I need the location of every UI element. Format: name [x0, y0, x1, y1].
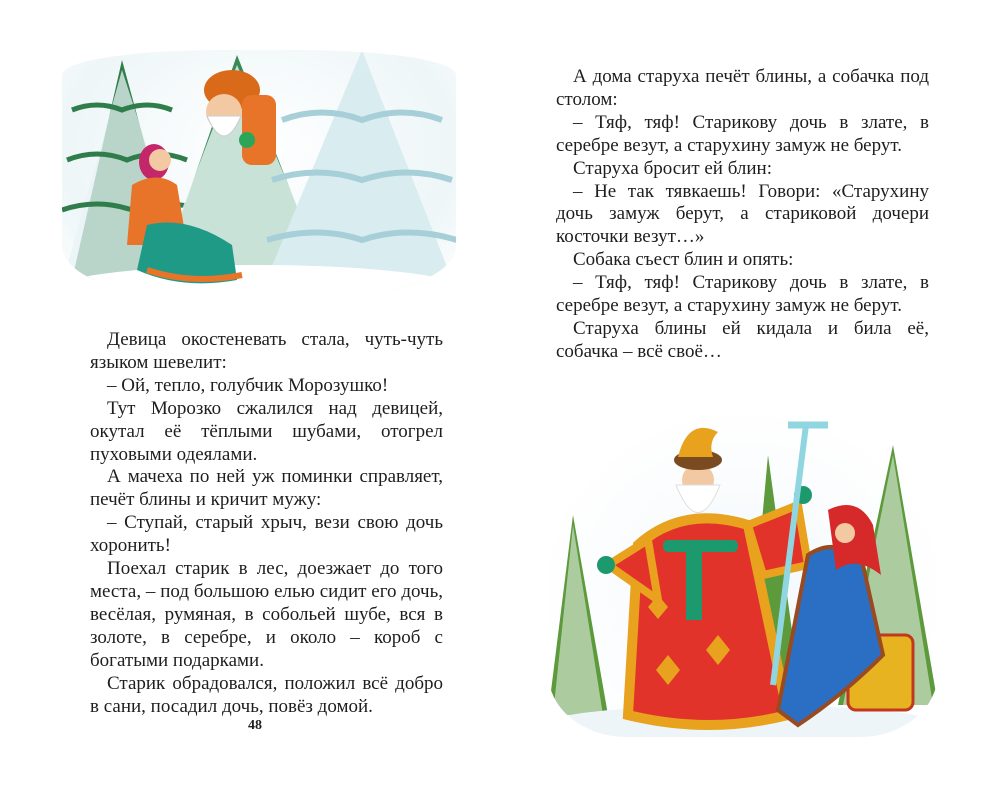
- morozko-girl-scene-image: [548, 415, 938, 737]
- paragraph: Старик обрадовался, положил всё добро в сани, посадил дочь, повёз домой.: [90, 672, 443, 717]
- right-page-text: [556, 66, 929, 364]
- paragraph: А дома старуха печёт блины, а собачка под столом:: [556, 66, 929, 110]
- paragraph: – Тяф, тяф! Старикову дочь в злате, в серебре везут, а старухину замуж не берут.: [556, 111, 929, 156]
- paragraph: А мачеха по ней уж поминки справляет, печёт блины и кричит мужу:: [90, 466, 443, 511]
- paragraph: Девица окостеневать стала, чуть-чуть языком шевелит:: [90, 329, 443, 373]
- right-page: [500, 0, 1000, 794]
- paragraph: Собака съест блин и опять:: [573, 249, 794, 271]
- illustration-morozko-in-forest: [62, 50, 456, 295]
- paragraph: – Тяф, тяф! Старикову дочь в злате, в серебре везут, а старухину замуж не берут.: [556, 272, 929, 317]
- forest-scene-image: [62, 50, 456, 295]
- paragraph: Старуха бросит ей блин:: [573, 157, 773, 179]
- page-number: 48: [248, 718, 262, 733]
- paragraph: Старуха блины ей кидала и била её, собачка – всё своё…: [556, 317, 929, 362]
- paragraph: – Ой, тепло, голубчик Морозушко!: [107, 374, 389, 396]
- paragraph: Поехал старик в лес, доезжает до того места, – под большою елью сидит его дочь, весёлая, румяная, в собольей шубе, вся в золоте, в серебре, и около – короб с богатыми подарками.: [90, 558, 443, 671]
- illustration-morozko-and-girl: [548, 415, 938, 737]
- paragraph: Тут Морозко сжалился над девицей, окутал её тёплыми шубами, отогрел пуховыми одеялами.: [90, 397, 443, 465]
- left-page-text: [90, 329, 443, 718]
- paragraph: – Не так тявкаешь! Говори: «Старухину дочь замуж берут, а стариковой дочери косточки везут…»: [556, 180, 929, 248]
- paragraph: – Ступай, старый хрыч, вези свою дочь хоронить!: [90, 512, 443, 557]
